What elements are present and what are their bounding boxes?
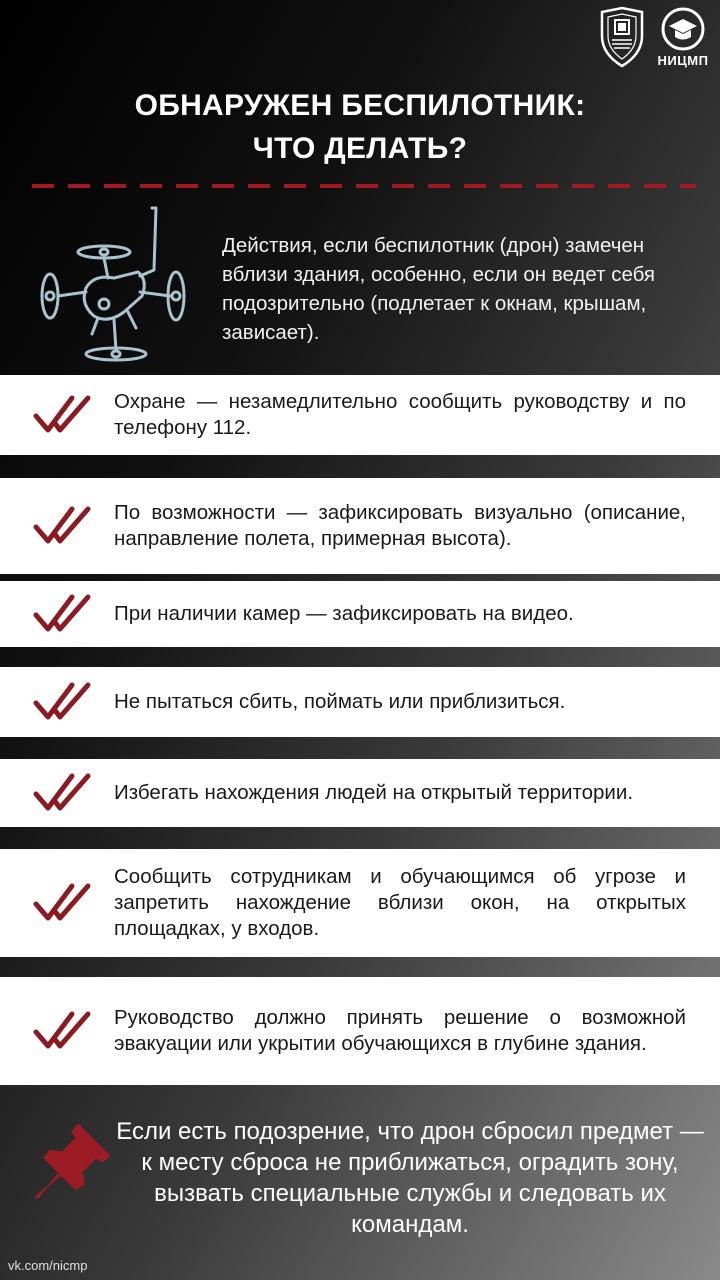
list-item — [0, 977, 720, 1085]
item-text: Руководство должно принять решение о возможной эвакуации или укрытии обучающихся в глубине здания. — [114, 1006, 686, 1055]
page-title — [0, 84, 720, 170]
list-item — [0, 478, 720, 574]
title-line-2: ЧТО ДЕЛАТЬ? — [252, 132, 468, 165]
logo-text: НИЦМП — [657, 53, 709, 68]
list-item — [0, 849, 720, 957]
drone-icon — [28, 200, 198, 370]
double-check-icon — [32, 770, 94, 816]
list-item — [0, 667, 720, 737]
pushpin-icon — [30, 1118, 116, 1204]
item-text: Не пытаться сбить, поймать или приблизиться. — [114, 690, 566, 713]
intro-text: Действия, если беспилотник (дрон) замечен вблизи здания, особенно, если он ведет себя подозрительно (подлетает к окнам, крышам, зависает). — [222, 234, 656, 344]
double-check-icon — [32, 591, 94, 637]
double-check-icon — [32, 1008, 94, 1054]
item-text: Избегать нахождения людей на открытый территории. — [114, 781, 634, 804]
dashed-divider — [32, 184, 696, 188]
item-text: Сообщить сотрудникам и обучающимся об угрозе и запретить нахождение вблизи окон, на открытых площадках, у входов. — [114, 865, 686, 940]
list-item — [0, 375, 720, 455]
list-item — [0, 759, 720, 827]
header-logos — [598, 6, 712, 72]
double-check-icon — [32, 392, 94, 438]
graduation-cap-icon — [660, 6, 706, 52]
item-text: При наличии камер — зафиксировать на видео. — [114, 602, 574, 625]
double-check-icon — [32, 880, 94, 926]
list-item — [0, 581, 720, 647]
double-check-icon — [32, 503, 94, 549]
nicmp-logo — [654, 6, 712, 72]
shield-emblem-icon — [598, 6, 646, 68]
double-check-icon — [32, 679, 94, 725]
footer-link[interactable]: vk.com/nicmp — [8, 1258, 88, 1273]
title-line-1: ОБНАРУЖЕН БЕСПИЛОТНИК: — [134, 89, 586, 122]
warning-text: Если есть подозрение, что дрон сбросил предмет — к месту сброса не приближаться, оградить зону, вызвать специальные службы и следовать их командам. — [116, 1118, 704, 1238]
item-text: Охране — незамедлительно сообщить руководству и по телефону 112. — [114, 390, 686, 439]
item-text: По возможности — зафиксировать визуально (описание, направление полета, примерная высота). — [114, 501, 686, 550]
